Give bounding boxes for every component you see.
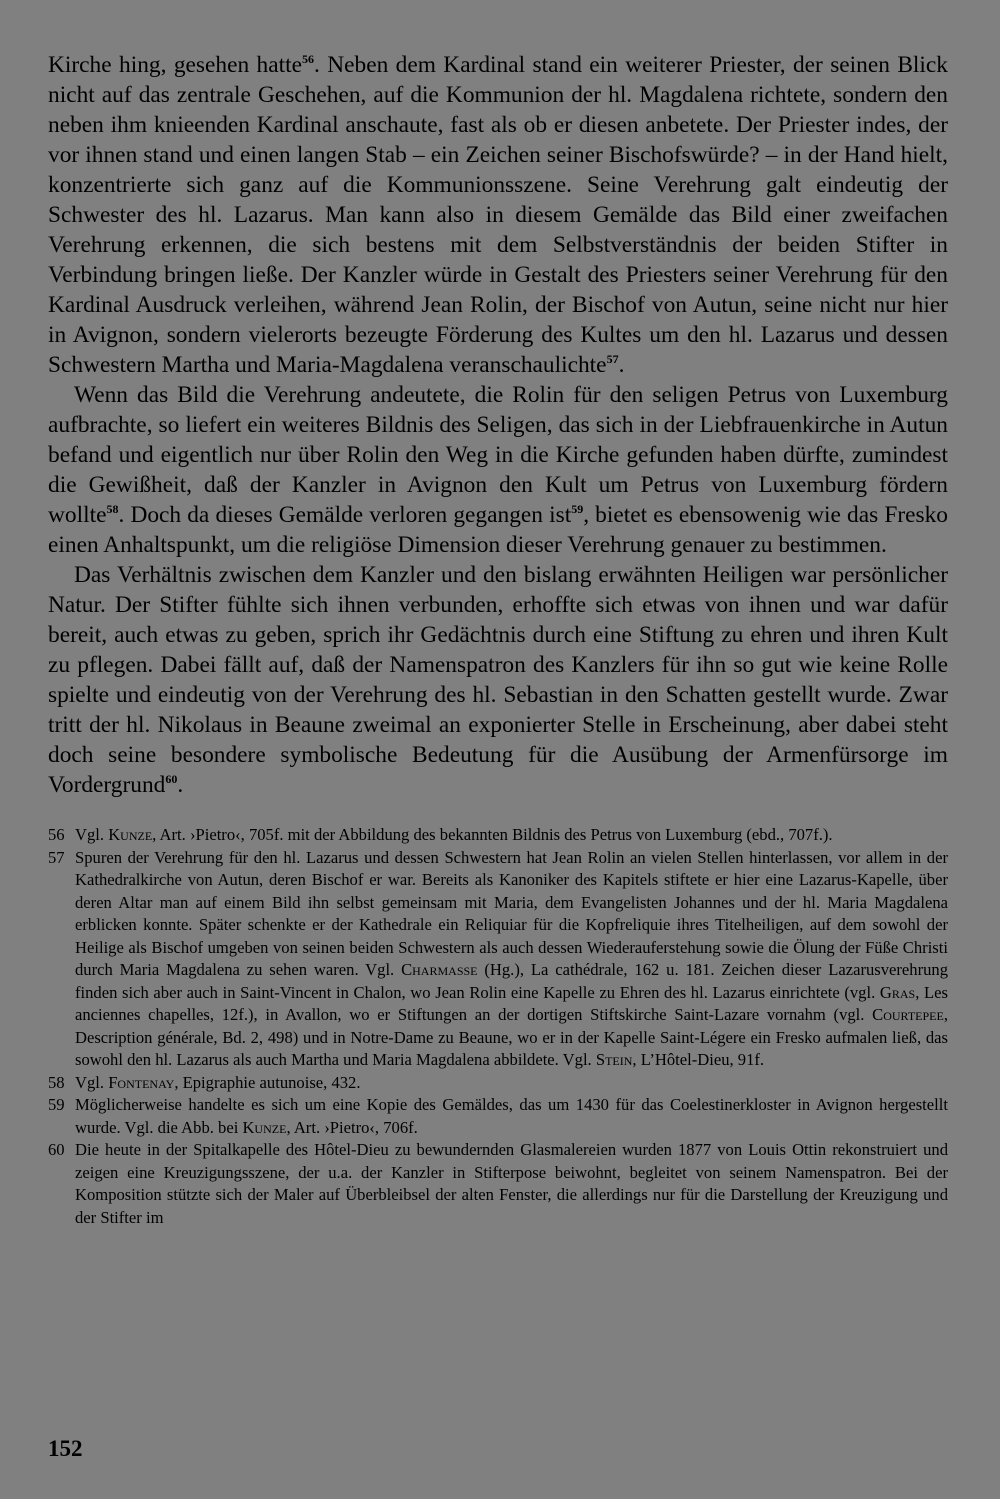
text-run: . bbox=[177, 772, 184, 798]
author-name: Kunze bbox=[242, 1117, 287, 1137]
footnote-59 bbox=[48, 1094, 948, 1139]
footnote-text bbox=[75, 1072, 948, 1095]
text-run: Vgl. bbox=[75, 825, 109, 844]
text-run: Das Verhältnis zwischen dem Kanzler und den bislang erwähnten Heiligen war persönlicher Natur. Der Stifter fühlte sich ihnen verbunden, erhoffte sich etwas von ihnen und war dafür bereit, auch etwas zu geben, sprich ihr Gedächtnis durch eine Stiftung zu ehren und ihren Kult zu pflegen. Dabei fällt auf, daß der Namenspatron des Kanzlers für ihn so gut wie keine Rolle spielte und eindeutig von der Verehrung des hl. Sebastian in den Schatten gestellt wurde. Zwar tritt der hl. Nikolaus in Beaune zweimal an exponierter Stelle in Erscheinung, aber dabei steht doch seine besondere symbolische Bedeutung für die Ausübung der Armenfürsorge im Vordergrund bbox=[48, 562, 948, 798]
footnote-56 bbox=[48, 824, 948, 847]
text-run: Wenn das Bild die Verehrung andeutete, die Rolin für den seligen Petrus von Luxemburg aufbrachte, so liefert ein weiteres Bildnis des Seligen, das sich in der Liebfrauenkirche in Autun befand und eigentlich nur über Rolin den Weg in die Kirche gefunden haben dürfte, zumindest die Gewißheit, daß der Kanzler in Avignon den Kult um Petrus von Luxemburg fördern wollte bbox=[48, 382, 948, 528]
text-run: Die heute in der Spitalkapelle des Hôtel-Dieu zu bewundernden Glasmalereien wurden 1877 von Louis Ottin rekonstruiert und zeigen eine Kreuzigungsszene, der u.a. der Kanzler in Stifterpose beiwohnt, begleitet von seinem Namenspatron. Bei der Komposition stützte sich der Maler auf Überbleibsel der alten Fenster, die allerdings nur für die Darstellung der Kreuzigung und der Stifter im bbox=[75, 1140, 948, 1227]
body-paragraph-2 bbox=[48, 380, 948, 560]
text-run: Kirche hing, gesehen hatte bbox=[48, 52, 302, 78]
footnote-ref-59[interactable]: 59 bbox=[571, 502, 584, 517]
text-run: . Neben dem Kardinal stand ein weiterer Priester, der seinen Blick nicht auf das zentrale Geschehen, auf die Kommunion der hl. Magdalena richtete, sondern den neben ihm knieenden Kardinal anschaute, fast als ob er diesen anbetete. Der Priester indes, der vor ihnen stand und einen langen Stab – ein Zeichen seiner Bischofswürde? – in der Hand hielt, konzentrierte sich ganz auf die Kommunionsszene. Seine Verehrung galt eindeutig der Schwester des hl. Lazarus. Man kann also in diesem Gemälde das Bild einer zweifachen Verehrung erkennen, die sich bestens mit dem Selbstverständnis der beiden Stifter in Verbindung bringen ließe. Der Kanzler würde in Gestalt des Priesters seiner Verehrung für den Kardinal Ausdruck verleihen, während Jean Rolin, der Bischof von Autun, seine nicht nur hier in Avignon, sondern vielerorts bezeugte Förderung des Kultes um den hl. Lazarus und dessen Schwestern Martha und Maria-Magdalena veranschaulichte bbox=[48, 52, 948, 378]
footnote-text bbox=[75, 824, 948, 847]
text-run: , Les anciennes chapelles, 12f.), in Avallon, wo er Stiftungen an der dortigen Stiftskirche Saint-Lazare vornahm (vgl. bbox=[75, 982, 948, 1024]
text-run: (Hg.), La cathédrale, 162 u. 181. Zeichen dieser Lazarusverehrung finden sich aber auch in Saint-Vincent in Chalon, wo Jean Rolin eine Kapelle zu Ehren des hl. Lazarus einrichtete (vgl. bbox=[75, 960, 948, 1002]
author-name: Kunze bbox=[108, 825, 153, 844]
footnote-ref-60[interactable]: 60 bbox=[165, 772, 178, 787]
text-run: Möglicherweise handelte es sich um eine Kopie des Gemäldes, das um 1430 für das Coelestinerkloster in Avignon hergestellt wurde. Vgl. die Abb. bei bbox=[75, 1095, 948, 1137]
text-run: , bietet es ebensowenig wie das Fresko einen Anhaltspunkt, um die religiöse Dimension dieser Verehrung genauer zu bestimmen. bbox=[48, 502, 948, 558]
footnote-60 bbox=[48, 1139, 948, 1229]
page-number: 152 bbox=[48, 1436, 83, 1461]
footnote-text bbox=[75, 1139, 948, 1229]
footnotes-section bbox=[48, 824, 948, 1229]
footnote-number: 59 bbox=[48, 1095, 65, 1114]
page-content bbox=[48, 50, 948, 1229]
text-run: , Art. ›Pietro‹, 705f. mit der Abbildung des bekannten Bildnis des Petrus von Luxemburg (ebd., 707f.). bbox=[152, 825, 833, 844]
text-run: , L’Hôtel-Dieu, 91f. bbox=[632, 1050, 765, 1069]
footnote-text bbox=[75, 1094, 948, 1139]
text-run: , Art. ›Pietro‹, 706f. bbox=[286, 1117, 418, 1137]
text-run: Vgl. bbox=[75, 1072, 109, 1092]
footnote-ref-58[interactable]: 58 bbox=[106, 502, 119, 517]
footnote-number: 58 bbox=[48, 1072, 65, 1092]
author-name: Fontenay bbox=[108, 1072, 175, 1092]
footnote-text bbox=[75, 847, 948, 1072]
author-name: Courtepee bbox=[872, 1005, 944, 1024]
author-name: Charmasse bbox=[401, 960, 478, 979]
footnote-58 bbox=[48, 1072, 948, 1095]
body-paragraph-1 bbox=[48, 50, 948, 380]
footnote-ref-56[interactable]: 56 bbox=[302, 52, 314, 67]
footnote-number: 57 bbox=[48, 847, 65, 867]
text-run: , Epigraphie autunoise, 432. bbox=[174, 1072, 361, 1092]
text-run: . Doch da dieses Gemälde verloren gegangen ist bbox=[118, 502, 572, 528]
body-paragraph-3 bbox=[48, 560, 948, 800]
text-run: . bbox=[618, 352, 625, 378]
text-run: , Description générale, Bd. 2, 498) und in Notre-Dame zu Beaune, wo er in der Kapelle Saint-Légere ein Fresko aufmalen ließ, das sowohl den hl. Lazarus als auch Martha und Maria Magdalena abbildete. Vgl. bbox=[75, 1005, 948, 1069]
author-name: Stein bbox=[595, 1050, 633, 1069]
footnote-ref-57[interactable]: 57 bbox=[606, 352, 619, 367]
footnote-57 bbox=[48, 847, 948, 1072]
footnote-number: 60 bbox=[48, 1140, 65, 1159]
text-run: Spuren der Verehrung für den hl. Lazarus und dessen Schwestern hat Jean Rolin an vielen Stellen hinterlassen, vor allem in der Kathedralkirche von Autun, deren Bischof er war. Bereits als Kanoniker des Kapitels stiftete er hier eine Lazarus-Kapelle, über deren Altar man auf einem Bild ihn selbst gemeinsam mit Maria, dem Evangelisten Johannes und der hl. Maria Magdalena erblicken konnte. Später schenkte er der Kathedrale ein Reliquiar für die Kopfreliquie ihres Titelheiligen, auf dem sowohl der Heilige als Bischof umgeben von seinen beiden Schwestern als auch dessen Wiederauferstehung sowie die Ölung der Füße Christi durch Maria Magdalena zu sehen waren. Vgl. bbox=[75, 847, 948, 979]
author-name: Gras bbox=[879, 982, 916, 1002]
footnote-number: 56 bbox=[48, 825, 65, 844]
